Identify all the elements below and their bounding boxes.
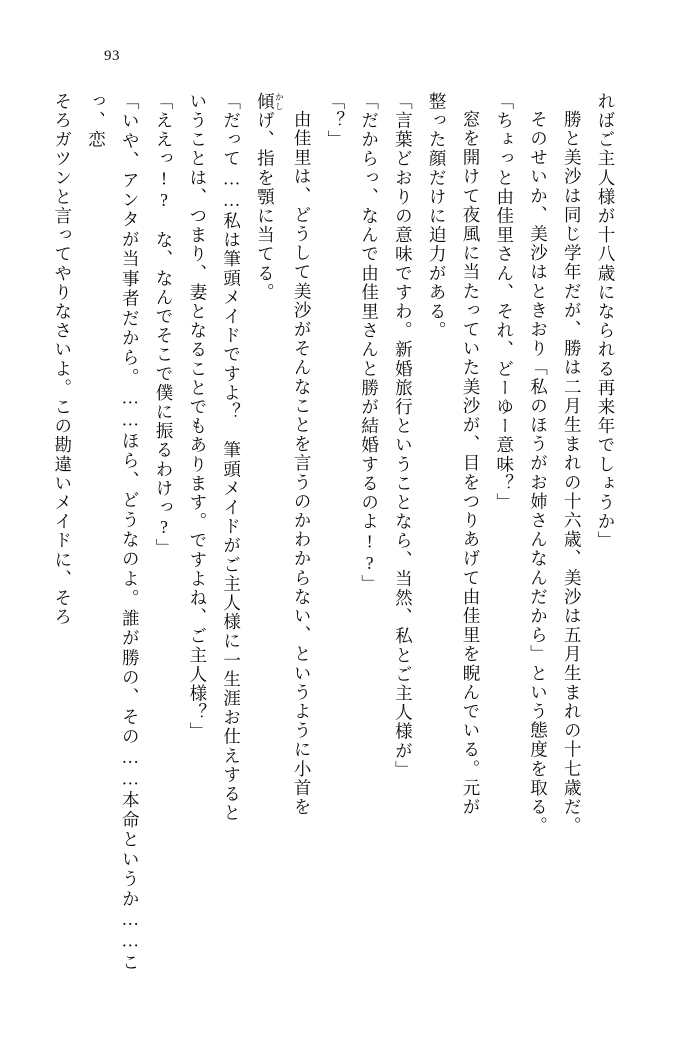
paragraph: 由佳里は、どうして美沙がそんなことを言うのかわからない、というように小首を xyxy=(292,109,313,817)
paragraph: 「？」 xyxy=(325,92,346,150)
paragraph: そろガツンと言ってやりなさいよ。この勘違いメイドに、そろ xyxy=(52,92,73,627)
paragraph: 勝と美沙は同じ学年だが、勝は二月生まれの十六歳、美沙は五月生まれの十七歳だ。 xyxy=(562,109,583,836)
paragraph-tail: げ、指を顎に当てる。 xyxy=(255,111,276,303)
paragraph: 「いや、アンタが当事者だから。……ほら、どうなのよ。誰が勝の、その……本命というか……こっ、恋 xyxy=(86,92,141,972)
paragraph: 整った顔だけに迫力がある。 xyxy=(427,92,448,341)
paragraph-with-ruby xyxy=(248,92,285,972)
ruby-text: かし xyxy=(274,92,285,112)
novel-body-text xyxy=(52,92,622,972)
paragraph: そのせいか、美沙はときおり「私のほうがお姉さんなんだから」という態度を取る。 xyxy=(528,109,549,836)
paragraph: 「ちょっと由佳里さん、それ、どーゆー意味？」 xyxy=(494,92,515,513)
paragraph: 「言葉どおりの意味ですわ。新婚旅行ということなら、当然、私とご主人様が」 xyxy=(393,92,414,780)
paragraph: 窓を開けて夜風に当たっていた美沙が、目をつりあげて由佳里を睨んでいる。元が xyxy=(460,109,481,817)
ruby-base: 傾 xyxy=(255,92,276,112)
paragraph: 「だからっ、なんで由佳里さんと勝が結婚するのよ!?」 xyxy=(359,92,380,594)
paragraph: いうことは、つまり、妻となることでもあります。ですよね、ご主人様？」 xyxy=(187,92,208,742)
page-number: 93 xyxy=(104,48,120,64)
paragraph: ればご主人様が十八歳になられる再来年でしょうか」 xyxy=(596,92,616,551)
paragraph: 「ええっ!? な、なんでそこで僕に振るわけっ?」 xyxy=(154,92,175,558)
ruby-annotation xyxy=(255,92,285,112)
paragraph: 「だって……私は筆頭メイドですよ？ 筆頭メイドがご主人様に一生涯お仕えすると xyxy=(221,92,242,823)
